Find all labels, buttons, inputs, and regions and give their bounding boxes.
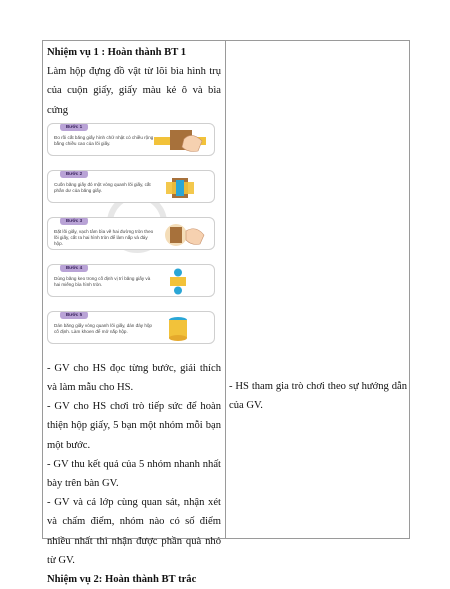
- activity-paragraph: - GV thu kết quả của 5 nhóm nhanh nhất bày trên bàn GV.: [47, 458, 221, 490]
- step-card-5: [47, 311, 215, 344]
- box-net-icon: [154, 268, 206, 295]
- activity-paragraph: - GV và cả lớp cùng quan sát, nhận xét và chấm điểm, nhóm nào có số điểm nhiều nhất thì nhận được phần quà nhỏ từ GV.: [47, 497, 221, 566]
- step-text: Cuốn băng giấy đó một vòng quanh lõi giấy, cắt phần dư của băng giấy.: [54, 181, 151, 193]
- step-card-1: [47, 123, 215, 156]
- step-badge: Bước 1: [60, 123, 88, 131]
- step-badge: Bước 5: [60, 311, 88, 319]
- steps-illustration: [47, 123, 221, 355]
- step-badge: Bước 3: [60, 217, 88, 225]
- step-card-4: [47, 264, 215, 297]
- paper-roll-wrapping-icon: [154, 174, 206, 201]
- task1-intro: Làm hộp đựng đồ vật từ lõi bìa hình trụ của cuộn giấy, giấy màu kẻ ô và bìa cứng: [47, 66, 221, 116]
- student-activities-column: [229, 377, 407, 415]
- activity-paragraph: - GV cho HS chơi trò tiếp sức để hoàn thiện hộp giấy, 5 bạn một nhóm mỗi bạn một bước.: [47, 401, 221, 451]
- step-text: Đo rồi cắt băng giấy hình chữ nhật có chiều rộng bằng chiều cao của lõi giấy.: [54, 134, 154, 146]
- teacher-activities-column: [47, 43, 221, 589]
- task1-title: Nhiệm vụ 1 : Hoàn thành BT 1: [47, 47, 187, 58]
- circle-tracing-icon: [154, 221, 206, 248]
- step-text: Đặt lõi giấy, vạch tâm bìa vẽ hai đường tròn theo lõi giấy, cắt ra hai hình tròn để làm nắp và đáy hộp.: [54, 228, 154, 246]
- student-activity-paragraph: - HS tham gia trò chơi theo sự hướng dẫn của GV.: [229, 381, 407, 412]
- lesson-table: [42, 40, 410, 586]
- step-text: Dùng băng keo trong cố định vị trí băng giấy và hai miếng bìa hình tròn.: [54, 275, 151, 287]
- finished-box-icon: [154, 315, 206, 342]
- column-divider: [225, 41, 226, 538]
- paper-strip-cutting-icon: [154, 127, 206, 154]
- task2-title: Nhiệm vụ 2: Hoàn thành BT trắc: [47, 574, 197, 586]
- activity-paragraph: - GV cho HS đọc từng bước, giải thích và làm mẫu cho HS.: [47, 362, 221, 394]
- step-card-2: [47, 170, 215, 203]
- step-badge: Bước 4: [60, 264, 88, 272]
- step-text: Dán băng giấy vòng quanh lõi giấy, dán đáy hộp cố định. Làm khoen để mở nắp hộp.: [54, 322, 152, 334]
- step-badge: Bước 2: [60, 170, 88, 178]
- step-card-3: [47, 217, 215, 250]
